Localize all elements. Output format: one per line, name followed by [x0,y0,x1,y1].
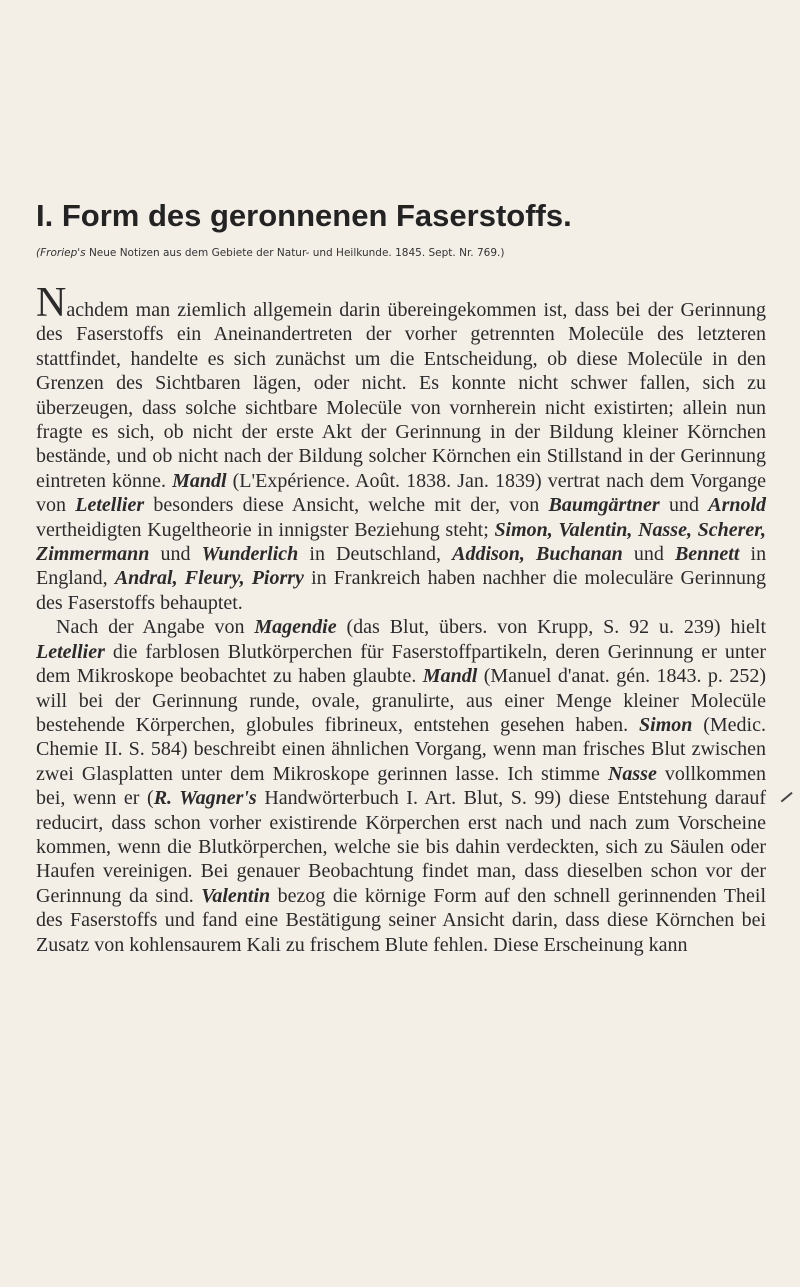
text-segment: (Medic. Chemie II. S. 584) beschreibt einen ähnlichen Vorgang, wenn man frisches Blut zwischen zwei Glasplatten unter dem Mikroskope gerinnen lasse. Ich stimme [36,713,766,785]
text-segment: (L'Expérience. Août. 1838. Jan. 1839) vertrat nach dem Vorgange von [36,469,767,517]
text-segment: Nach der Angabe von [56,616,245,639]
author-name: Wunderlich [201,543,299,566]
text-segment: die farblosen Blutkörperchen für Faserstoffpartikeln, deren Gerinnung er unter dem Mikroskope beobachtet zu haben glaubte. [36,640,766,688]
text-segment: achdem man ziemlich allgemein darin übereingekommen ist, dass bei der Gerinnung des Faserstoffs ein Aneinandertreten der vorher getrennten Molecüle des letzteren stattfindet, handelte es sich zunächst um die Entscheidung, ob diese Molecüle in den Grenzen des Sichtbaren lägen, oder nicht. Es konnte nicht schwer fallen, sich zu überzeugen, dass solche sichtbare Molecüle von vornherein nicht existirten; allein nun fragte es sich, ob nicht der erste Akt der Gerinnung in der Bildung kleiner Körnchen bestände, und ob nicht nach der Bildung solcher Körnchen ein Stillstand in der Gerinnung eintreten könne. [36,299,766,492]
author-name: Magendie [254,616,337,639]
author-name: Baumgärtner [548,494,660,517]
author-name: Andral, Fleury, Piorry [114,567,304,590]
paragraph-2 [36,615,766,957]
margin-pencil-mark [781,792,794,803]
author-name: Letellier [75,494,145,517]
text-segment: vertheidigten Kugeltheorie in innigster Beziehung steht; [36,518,489,541]
author-name: Simon [639,713,693,736]
author-name: Mandl [422,665,478,688]
drop-cap: N [36,280,67,326]
body-text [36,280,767,957]
text-segment: besonders diese Ansicht, welche mit der, von [153,494,540,517]
author-name: Addison, Buchanan [452,543,623,566]
text-segment: Handwörterbuch I. Art. Blut, S. 99) diese Entstehung darauf reducirt, dass schon vorher existirende Körperchen erst nach und nach zum Vorscheine kommen, wenn die Blutkörperchen, welche sie bis dahin verdeckten, sich zu Säulen oder Haufen vereinigen. Bei genauer Beobachtung findet man, dass dieselben schon vor der Gerinnung da sind. [36,787,767,907]
text-segment: (das Blut, übers. von Krupp, S. 92 u. 239) hielt [346,616,767,639]
text-segment: und [160,543,191,566]
author-name: Simon, Valentin, Nasse, Scherer, Zimmermann [36,518,766,566]
paragraph-1 [36,280,767,615]
author-name: Arnold [708,494,767,517]
text-segment: (Manuel d'anat. gén. 1843. p. 252) will bei der Gerinnung runde, ovale, granulirte, aus einer Menge kleiner Molecüle bestehende Körperchen, globules fibrineux, entstehen gesehen haben. [36,665,767,736]
author-name: Letellier [36,640,105,663]
source-citation [36,246,786,260]
author-name: Valentin [201,884,271,907]
text-segment: in England, [36,543,767,590]
author-name: Bennett [674,543,740,566]
author-name: R. Wagner's [153,787,257,810]
text-segment: in Frankreich haben nachher die moleculäre Gerinnung des Faserstoffs behauptet. [36,567,767,614]
source-journal-details: Neue Notizen aus dem Gebiete der Natur- und Heilkunde. 1845. Sept. Nr. 769.) [88,247,505,259]
author-name: Mandl [172,469,227,492]
text-segment: bezog die körnige Form auf den schnell gerinnenden Theil des Faserstoffs und fand eine Bestätigung seiner Ansicht darin, dass diese Körnchen bei Zusatz von kohlensaurem Kali zu frischem Blute fehlen. Diese Erscheinung kann [36,884,766,956]
text-segment: in Deutschland, [309,543,442,566]
section-heading: I. Form des geronnenen Faserstoffs. [36,198,572,233]
author-name: Nasse [607,762,657,785]
text-segment: und [668,494,699,517]
text-segment: vollkommen bei, wenn er ( [36,762,767,810]
text-segment: und [633,543,664,566]
source-journal-author: (Froriep's [36,247,86,259]
